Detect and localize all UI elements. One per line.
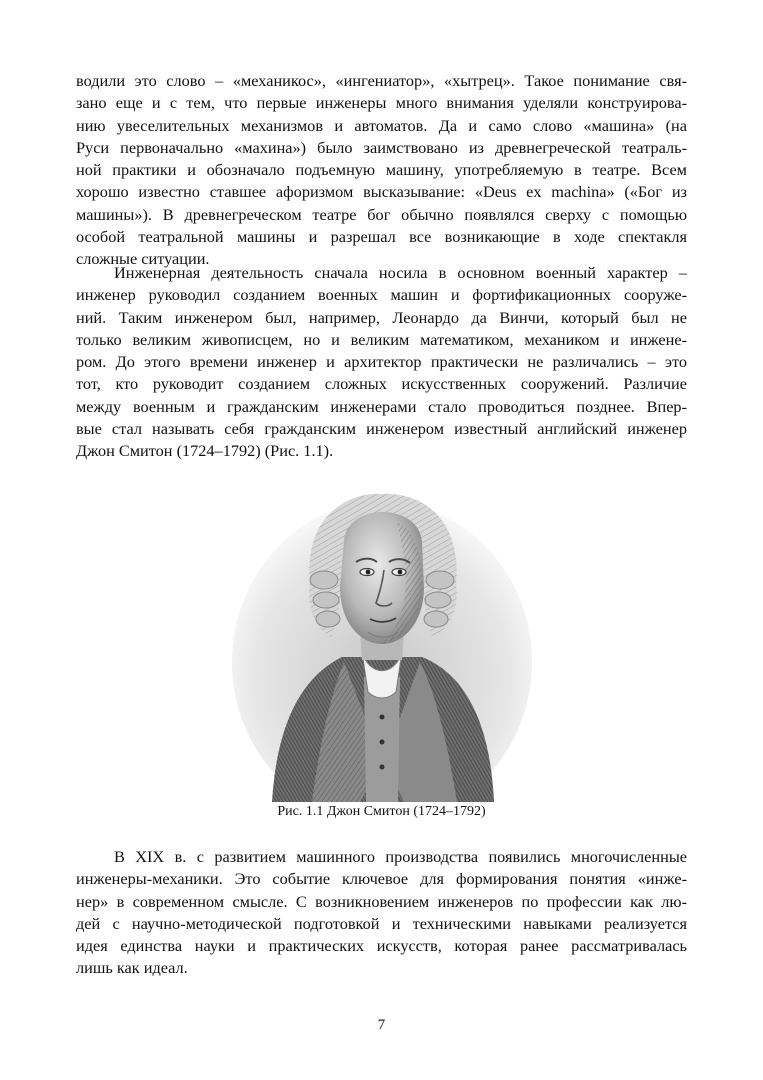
text-line: хорошо известно ставшее афоризмом высказывание: «Deus ex machina» («Бог из	[76, 182, 687, 202]
text-line: ний. Таким инженером был, например, Леонардо да Винчи, который был не	[76, 307, 687, 327]
text-line: сложные ситуации.	[76, 249, 210, 269]
text-line: инженеры-механики. Это событие ключевое для формирования понятия «инже-	[76, 869, 687, 889]
portrait-figure	[232, 462, 532, 802]
text-line: ной практики и обозначало подъемную машину, употребляемую в театре. Всем	[76, 160, 687, 180]
text-line: между военным и гражданским инженерами стало проводиться позднее. Впер-	[76, 396, 687, 416]
figure-caption: Рис. 1.1 Джон Смитон (1724–1792)	[277, 804, 486, 819]
paragraph-engineering-history	[76, 262, 687, 463]
text-line: лишь как идеал.	[76, 958, 188, 978]
paragraph-nineteenth-century	[76, 846, 687, 980]
text-line: нию увеселительных механизмов и автоматов. Да и само слово «машина» (на	[76, 115, 687, 135]
paragraph-continuation	[76, 70, 687, 271]
text-line: инженер руководил созданием военных машин и фортификационных сооруже-	[76, 285, 687, 305]
text-line: ром. До этого времени инженер и архитектор практически не различались – это	[76, 352, 687, 372]
text-line: водили это слово – «механикос», «ингениатор», «хытрец». Такое понимание свя-	[76, 71, 687, 90]
text-line: нер» в современном смысле. С возникновением инженеров по профессии как лю-	[76, 891, 687, 911]
text-line: Джон Смитон (1724–1792) (Рис. 1.1).	[76, 441, 334, 461]
text-line: идея единства науки и практических искусств, которая ранее рассматривалась	[76, 936, 687, 956]
text-line: машины»). В древнегреческом театре бог обычно появлялся сверху с помощью	[76, 204, 687, 224]
text-line: только великим живописцем, но и великим математиком, механиком и инжене-	[76, 329, 687, 349]
text-line: особой театральной машины и разрешал все возникающие в ходе спектакля	[76, 227, 687, 247]
text-line: вые стал называть себя гражданским инженером известный английский инженер	[76, 419, 687, 439]
text-line: тот, кто руководит созданием сложных искусственных сооружений. Различие	[76, 374, 687, 394]
text-line: дей с научно-методической подготовкой и техническими навыками реализуется	[76, 913, 687, 933]
text-line: Руси первоначально «махина») было заимствовано из древнегреческой театраль-	[76, 137, 687, 157]
text-line: Инженерная деятельность сначала носила в основном военный характер –	[114, 263, 687, 282]
portrait-engraving	[232, 462, 532, 802]
page-number: 7	[377, 1017, 386, 1033]
text-line: В XIX в. с развитием машинного производства появились многочисленные	[114, 847, 687, 866]
text-line: зано еще и с тем, что первые инженеры много внимания уделяли конструирова-	[76, 93, 687, 113]
